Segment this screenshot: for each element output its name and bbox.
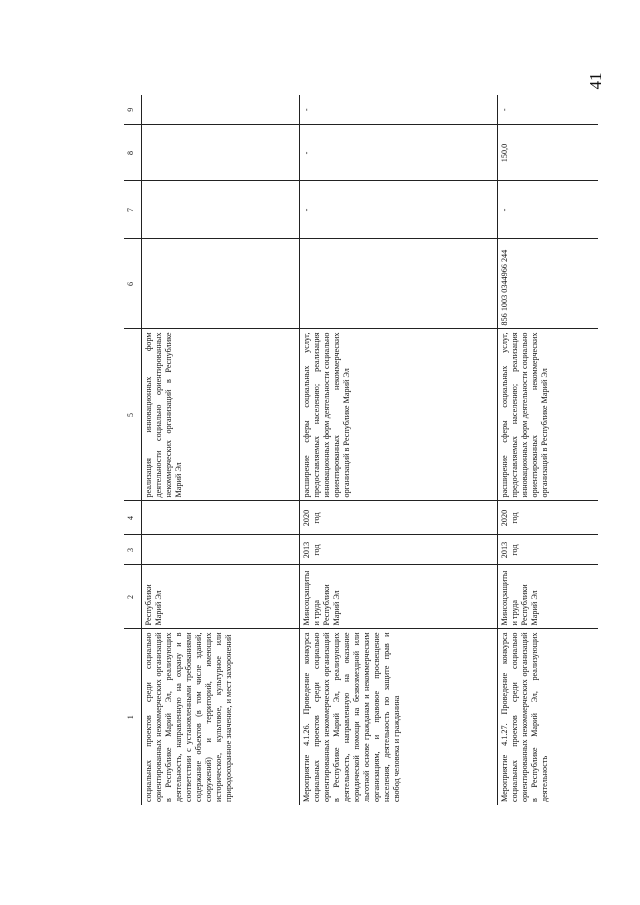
column-header: 1 <box>124 629 142 805</box>
column-9-cell: - <box>300 95 498 125</box>
table-row <box>498 95 598 805</box>
result-cell: расширение сферы социальных услуг, предоставляемых населению; реализация инновационных форм деятельности социально ориентированных некоммерческих организаций в Республике Марий Эл <box>498 329 598 501</box>
rotated-table-container <box>124 95 602 805</box>
result-cell: реализация инновационных форм деятельности социально ориентированных некоммерческих организаций в Республике Марий Эл <box>142 329 300 501</box>
column-header: 3 <box>124 535 142 565</box>
budget-code-cell: 856 1003 0344966 244 <box>498 239 598 329</box>
column-header: 6 <box>124 239 142 329</box>
table-row <box>142 95 300 805</box>
result-cell: расширение сферы социальных услуг, предоставляемых населению; реализация инновационных форм деятельности социально ориентированных некоммерческих организаций в Республике Марий Эл <box>300 329 498 501</box>
column-header: 5 <box>124 329 142 501</box>
column-header: 4 <box>124 501 142 535</box>
table-header-row <box>124 95 142 805</box>
measure-cell: социальных проектов среди социально ориентированных некоммерческих организаций в Республике Марий Эл, реализующих деятельность, направленную на охрану и в соответствии с установленными требованиями содержание объектов (в том числе зданий, сооружений) и территорий, имеющих историческое, культовое, культурное или природоохранное значение, и мест захоронений <box>142 629 300 805</box>
start-year-cell <box>142 535 300 565</box>
measure-cell: Мероприятие 4.1.27. Проведение конкурса социальных проектов среди социально ориентированных некоммерческих организаций в Республике Марий Эл, реализующих деятельность <box>498 629 598 805</box>
end-year-cell <box>142 501 300 535</box>
executor-cell: Республики Марий Эл <box>142 565 300 629</box>
column-8-cell: 150,0 <box>498 125 598 181</box>
end-year-cell: 2020 год <box>498 501 598 535</box>
column-7-cell: - <box>498 181 598 239</box>
column-header: 8 <box>124 125 142 181</box>
column-header: 7 <box>124 181 142 239</box>
column-header: 9 <box>124 95 142 125</box>
column-8-cell: - <box>300 125 498 181</box>
page-number: 41 <box>586 72 605 90</box>
column-9-cell <box>142 95 300 125</box>
start-year-cell: 2013 год <box>300 535 498 565</box>
column-7-cell <box>142 181 300 239</box>
executor-cell: Минсоцзащиты и труда Республики Марий Эл <box>498 565 598 629</box>
table-row <box>300 95 498 805</box>
column-8-cell <box>142 125 300 181</box>
executor-cell: Минсоцзащиты и труда Республики Марий Эл <box>300 565 498 629</box>
column-7-cell: - <box>300 181 498 239</box>
column-9-cell: - <box>498 95 598 125</box>
column-header: 2 <box>124 565 142 629</box>
program-measures-table <box>124 95 598 805</box>
measure-cell: Мероприятие 4.1.26. Проведение конкурса социальных проектов среди социально ориентированных некоммерческих организаций в Республике Марий Эл, реализующих деятельность, направленную на оказание юридической помощи на безвозмездной или льготной основе гражданам и некоммерческим организациям, и правовое просвещение населения, деятельность по защите прав и свобод человека и гражданина <box>300 629 498 805</box>
end-year-cell: 2020 год <box>300 501 498 535</box>
budget-code-cell <box>142 239 300 329</box>
start-year-cell: 2013 год <box>498 535 598 565</box>
budget-code-cell <box>300 239 498 329</box>
